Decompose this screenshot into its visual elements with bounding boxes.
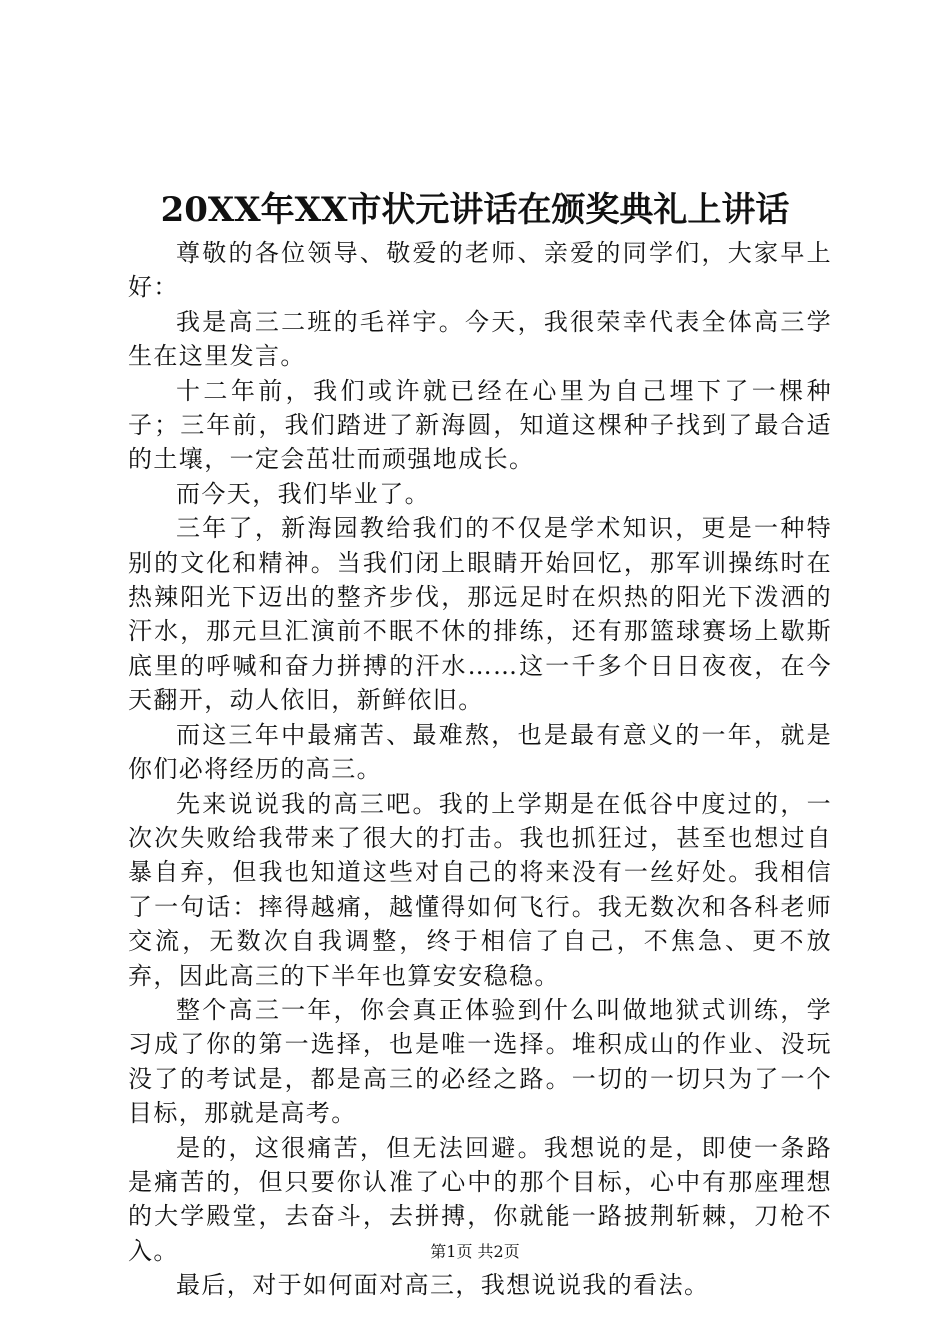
paragraph-training: 整个高三一年，你会真正体验到什么叫做地狱式训练，学习成了你的第一选择，也是唯一选择。堆积成山的作业、没玩没了的考试是，都是高三的必经之路。一切的一切只为了一个目标，那就是高考。: [128, 995, 832, 1128]
document-title: 20XX年XX市状元讲话在颁奖典礼上讲话: [160, 190, 790, 230]
paragraph-senior-year: 而这三年中最痛苦、最难熬，也是最有意义的一年，就是你们必将经历的高三。: [128, 720, 832, 784]
page-footer: 第1页 共2页: [430, 1242, 520, 1261]
paragraph-introduction: 我是高三二班的毛祥宇。今天，我很荣幸代表全体高三学生在这里发言。: [128, 307, 832, 371]
paragraph-seed: 十二年前，我们或许就已经在心里为自己埋下了一棵种子；三年前，我们踏进了新海圆，知道这棵种子找到了最合适的土壤，一定会茁壮而顽强地成长。: [128, 376, 832, 474]
paragraph-my-senior-year: 先来说说我的高三吧。我的上学期是在低谷中度过的，一次次失败给我带来了很大的打击。我也抓狂过，甚至也想过自暴自弃，但我也知道这些对自己的将来没有一丝好处。我相信了一句话：摔得越痛，越懂得如何飞行。我无数次和各科老师交流，无数次自我调整，终于相信了自己，不焦急、更不放弃，因此高三的下半年也算安安稳稳。: [128, 789, 832, 990]
document-body: [128, 236, 832, 1303]
paragraph-greeting: 尊敬的各位领导、敬爱的老师、亲爱的同学们，大家早上好：: [128, 239, 832, 302]
paragraph-perseverance: 是的，这很痛苦，但无法回避。我想说的是，即使一条路是痛苦的，但只要你认准了心中的那个目标，心中有那座理想的大学殿堂，去奋斗，去拼搏，你就能一路披荆斩棘，刀枪不入。: [128, 1133, 832, 1265]
paragraph-memories: 三年了，新海园教给我们的不仅是学术知识，更是一种特别的文化和精神。当我们闭上眼睛开始回忆，那军训操练时在热辣阳光下迈出的整齐步伐，那远足时在炽热的阳光下泼洒的汗水，那元旦汇演前不眠不休的排练，还有那篮球赛场上歇斯底里的呼喊和奋力拼搏的汗水……这一千多个日日夜夜，在今天翻开，动人依旧，新鲜依旧。: [128, 514, 832, 715]
paragraph-graduation: 而今天，我们毕业了。: [176, 479, 430, 508]
paragraph-closing: 最后，对于如何面对高三，我想说说我的看法。: [176, 1271, 710, 1300]
